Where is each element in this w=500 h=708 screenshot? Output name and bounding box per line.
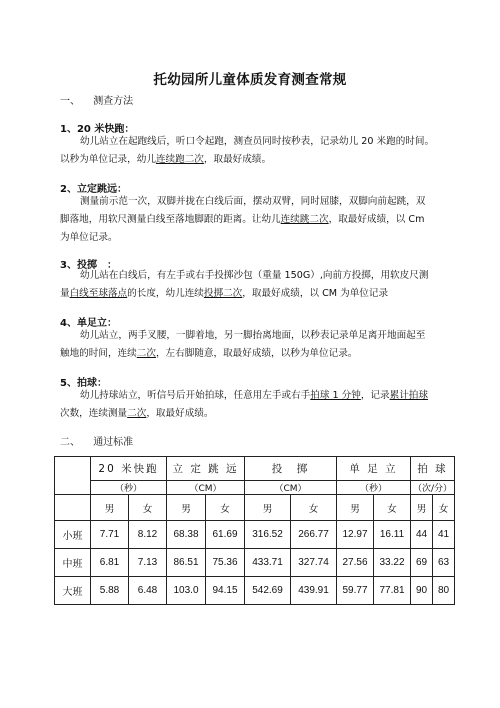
table-cell: 316.52 xyxy=(245,521,291,549)
row-label: 中班 xyxy=(55,549,91,577)
event-header: 投 掷 xyxy=(245,457,337,481)
underlined-phrase: 投掷二次 xyxy=(203,288,243,299)
unit-header: （秒） xyxy=(337,481,411,495)
unit-header: （CM） xyxy=(167,481,245,495)
table-cell: 8.12 xyxy=(129,521,167,549)
table-cell: 27.56 xyxy=(337,549,374,577)
table-cell: 61.69 xyxy=(206,521,245,549)
table-cell: 439.91 xyxy=(291,577,337,605)
table-cell: 59.77 xyxy=(337,577,374,605)
underlined-phrase: 白线至球落点 xyxy=(69,288,128,299)
event-header: 20 米快跑 xyxy=(91,457,167,481)
paragraph-line: 为单位记录。 xyxy=(60,232,118,243)
section-heading-methods xyxy=(60,92,133,107)
unit-header: （秒） xyxy=(91,481,167,495)
table-cell: 103.0 xyxy=(167,577,206,605)
table-row xyxy=(55,521,455,549)
table-cell: 68.38 xyxy=(167,521,206,549)
item-heading-long-jump: 2、立定跳远： xyxy=(60,184,127,195)
section-label: 测查方法 xyxy=(93,96,134,107)
table-cell: 542.69 xyxy=(245,577,291,605)
row-label: 大班 xyxy=(55,577,91,605)
header-row-events xyxy=(55,457,455,481)
item-body-single-leg-stand xyxy=(60,327,448,363)
event-header: 立 定 跳 远 xyxy=(167,457,245,481)
item-heading-single-leg-stand: 4、单足立： xyxy=(60,318,117,329)
table-cell: 433.71 xyxy=(245,549,291,577)
underlined-phrase: 连续跑二次 xyxy=(155,154,204,165)
gender-header: 女 xyxy=(291,495,337,521)
gender-header: 男 xyxy=(91,495,129,521)
event-header: 单 足 立 xyxy=(337,457,411,481)
paragraph-line: 以秒为单位记录，幼儿连续跑二次，取最好成绩。 xyxy=(60,154,272,165)
table-row xyxy=(55,549,455,577)
item-body-sprint xyxy=(60,133,448,169)
table-cell: 69 xyxy=(411,549,433,577)
row-label: 小班 xyxy=(55,521,91,549)
table-cell: 90 xyxy=(411,577,433,605)
unit-header: （次/分） xyxy=(411,481,455,495)
table-cell: 77.81 xyxy=(374,577,411,605)
corner-cell xyxy=(55,457,91,495)
gender-header: 女 xyxy=(374,495,411,521)
table-cell: 80 xyxy=(433,577,455,605)
paragraph-line: 测量前示范一次，双脚并拢在白线后面，摆动双臂，同时屈膝，双脚向前起跳，双 xyxy=(80,196,426,207)
table-cell: 41 xyxy=(433,521,455,549)
gender-header: 男 xyxy=(245,495,291,521)
corner-cell xyxy=(55,495,91,521)
table-cell: 16.11 xyxy=(374,521,411,549)
table-cell: 44 xyxy=(411,521,433,549)
table-cell: 6.81 xyxy=(91,549,129,577)
event-header: 拍 球 xyxy=(411,457,455,481)
table-cell: 12.97 xyxy=(337,521,374,549)
document-title: 托幼园所儿童体质发育测查常规 xyxy=(153,72,347,88)
section-label: 通过标准 xyxy=(93,437,134,448)
gender-header: 男 xyxy=(167,495,206,521)
underlined-phrase: 二次 xyxy=(136,348,156,359)
standards-table xyxy=(54,456,455,605)
table-cell: 266.77 xyxy=(291,521,337,549)
underlined-phrase: 二次 xyxy=(127,408,147,419)
item-body-ball-bounce xyxy=(60,387,448,423)
unit-header: （CM） xyxy=(245,481,337,495)
paragraph-line: 幼儿站立在起跑线后，听口令起跑，测查员同时按秒表，记录幼儿 20 米跑的时间。 xyxy=(80,136,435,147)
item-heading-sprint: 1、20 米快跑： xyxy=(60,124,135,135)
table-cell: 6.48 xyxy=(129,577,167,605)
table-cell: 327.74 xyxy=(291,549,337,577)
gender-header: 男 xyxy=(411,495,433,521)
paragraph-line: 脚落地，用软尺测量白线至落地脚跟的距离。让幼儿连续跳二次，取最好成绩，以 Cm xyxy=(60,214,425,225)
underlined-phrase: 累计拍球 xyxy=(389,390,428,401)
item-body-throw xyxy=(60,267,448,303)
table-cell: 63 xyxy=(433,549,455,577)
table-cell: 75.36 xyxy=(206,549,245,577)
paragraph-line: 触地的时间，连续二次，左右脚随意，取最好成绩，以秒为单位记录。 xyxy=(60,348,358,359)
item-heading-throw: 3、投掷 ： xyxy=(60,260,117,271)
gender-header: 女 xyxy=(433,495,455,521)
gender-header: 男 xyxy=(337,495,374,521)
paragraph-line: 幼儿站在白线后，有左手或右手投掷沙包（重量 150G）,向前方投掷，用软皮尺测 xyxy=(80,270,429,281)
section-number: 二、 xyxy=(60,437,80,448)
gender-header: 女 xyxy=(206,495,245,521)
section-heading-standards xyxy=(60,433,133,448)
table-cell: 94.15 xyxy=(206,577,245,605)
paragraph-line: 次数，连续测量二次，取最好成绩。 xyxy=(60,408,214,419)
paragraph-line: 幼儿站立，两手叉腰，一脚着地，另一脚抬离地面，以秒表记录单足离开地面起至 xyxy=(80,330,426,341)
item-heading-ball-bounce: 5、拍球： xyxy=(60,378,107,389)
header-row-gender xyxy=(55,495,455,521)
underlined-phrase: 拍球 1 分钟 xyxy=(310,390,361,401)
item-body-long-jump xyxy=(60,193,448,247)
paragraph-line: 幼儿持球站立，听信号后开始拍球，任意用左手或右手拍球 1 分钟，记录累计拍球 xyxy=(80,390,428,401)
table-cell: 33.22 xyxy=(374,549,411,577)
underlined-phrase: 连续跳二次 xyxy=(280,214,329,225)
paragraph-line: 量白线至球落点的长度，幼儿连续投掷二次，取最好成绩，以 CM 为单位记录 xyxy=(60,288,389,299)
table-cell: 7.71 xyxy=(91,521,129,549)
table-cell: 7.13 xyxy=(129,549,167,577)
gender-header: 女 xyxy=(129,495,167,521)
header-row-units xyxy=(55,481,455,495)
section-number: 一、 xyxy=(60,96,80,107)
table-row xyxy=(55,577,455,605)
table-cell: 86.51 xyxy=(167,549,206,577)
table-cell: 5.88 xyxy=(91,577,129,605)
